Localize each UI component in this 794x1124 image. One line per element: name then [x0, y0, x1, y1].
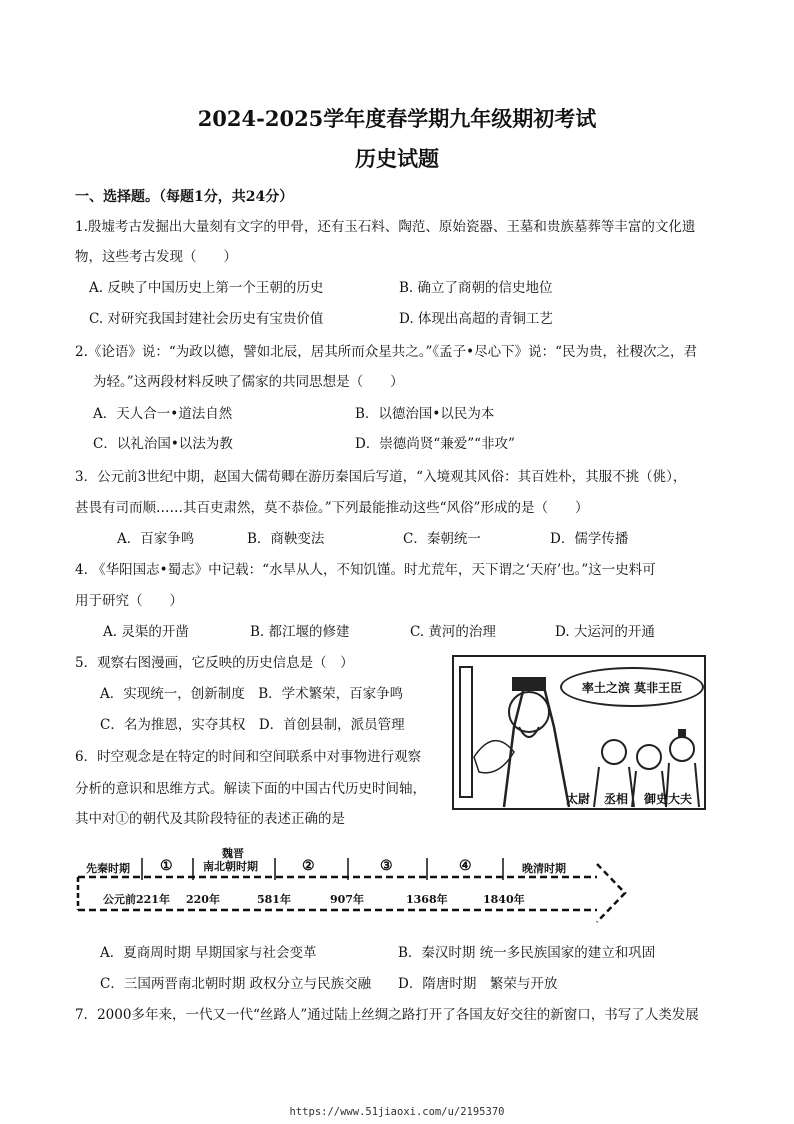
q5-stem: 5．观察右图漫画，它反映的历史信息是（ ）	[75, 655, 354, 671]
q3-option-c: C．秦朝统一	[403, 531, 481, 547]
q3-option-b: B．商鞅变法	[247, 531, 325, 547]
q2-option-a: A．天人合一•道法自然	[93, 406, 233, 422]
timeline-year-907: 907年	[330, 893, 364, 906]
cartoon-image	[452, 655, 706, 810]
section-heading: 一、选择题。（每题1分，共24分）	[75, 189, 294, 205]
q6-option-b: B．秦汉时期 统一多民族国家的建立和巩固	[398, 945, 656, 961]
q1-stem-line2: 物，这些考古发现（ ）	[75, 249, 237, 265]
q2-option-b: B．以德治国•以民为本	[355, 406, 495, 422]
q3-option-a: A．百家争鸣	[117, 531, 195, 547]
q1-option-a: A. 反映了中国历史上第一个王朝的历史	[89, 280, 324, 296]
q4-stem-line1: 4. 《华阳国志•蜀志》中记载：“水旱从人，不知饥馑。时尤荒年，天下谓之‘天府’也。”这一史料可	[75, 562, 656, 578]
q4-option-a: A. 灵渠的开凿	[103, 624, 189, 640]
q3-stem-line1: 3．公元前3世纪中期，赵国大儒荀卿在游历秦国后写道，“入境观其风俗：其百姓朴，其服不挑（佻），	[75, 469, 687, 485]
q6-option-a: A．夏商周时期 早期国家与社会变革	[100, 945, 317, 961]
timeline-year-221bc: 公元前221年	[103, 893, 170, 906]
throne-back	[460, 667, 472, 797]
timeline-year-220: 220年	[186, 893, 220, 906]
exam-subtitle: 历史试题	[355, 146, 439, 171]
timeline-label-wanqing: 晚清时期	[522, 862, 566, 875]
timeline-label-1: ①	[160, 858, 173, 874]
timeline-year-1840: 1840年	[483, 893, 525, 906]
q5-options-cd: C．名为推恩，实夺其权 D．首创县制，派员管理	[100, 717, 405, 733]
q6-stem-line2: 分析的意识和思维方式。解读下面的中国古代历史时间轴，	[75, 781, 426, 797]
official-head-3	[670, 737, 694, 761]
q4-option-d: D. 大运河的开通	[555, 624, 655, 640]
q2-option-d: D．崇德尚贤“兼爱”“非攻”	[355, 436, 515, 452]
timeline-graphic	[0, 840, 794, 930]
q7-stem-line1: 7．2000多年来，一代又一代“丝路人”通过陆上丝绸之路打开了各国友好交往的新窗口，书写了人类发展	[75, 1007, 699, 1023]
q2-stem-line2: 为轻。”这两段材料反映了儒家的共同思想是（ ）	[93, 374, 404, 390]
timeline-label-weijin: 魏晋	[222, 847, 244, 860]
q4-option-c: C. 黄河的治理	[410, 624, 496, 640]
q1-stem-line1: 1.殷墟考古发掘出大量刻有文字的甲骨，还有玉石料、陶范、原始瓷器、王墓和贵族墓葬等丰富的文化遗	[75, 219, 696, 235]
q2-stem-line1: 2.《论语》说：“为政以德，譬如北辰，居其所而众星共之。”《孟子•尽心下》说：“民为贵，社稷次之，君	[75, 344, 698, 360]
q2-option-c: C．以礼治国•以法为教	[93, 436, 233, 452]
q1-option-d: D. 体现出高超的青铜工艺	[399, 311, 553, 327]
q5-options-ab: A．实现统一，创新制度 B．学术繁荣，百家争鸣	[100, 686, 404, 702]
q1-option-c: C. 对研究我国封建社会历史有宝贵价值	[89, 311, 324, 327]
cartoon-label-chengxiang: 丞相	[604, 792, 629, 806]
q3-stem-line2: 甚畏有司而顺……其百吏肃然，莫不恭俭。”下列最能推动这些“风俗”形成的是（ ）	[75, 500, 589, 516]
emperor-head	[509, 692, 549, 732]
official-head-2	[637, 745, 661, 769]
timeline-arrowhead	[597, 864, 625, 922]
timeline-year-1368: 1368年	[406, 893, 448, 906]
official-head-1	[602, 740, 626, 764]
q1-option-b: B. 确立了商朝的信史地位	[399, 280, 553, 296]
q4-option-b: B. 都江堰的修建	[250, 624, 350, 640]
timeline-label-4: ④	[459, 858, 472, 874]
q6-option-c: C．三国两晋南北朝时期 政权分立与民族交融	[100, 976, 372, 992]
exam-title: 2024-2025学年度春学期九年级期初考试	[197, 106, 597, 131]
timeline-label-2: ②	[302, 858, 315, 874]
timeline-label-xianqin: 先秦时期	[86, 862, 130, 875]
cartoon-label-yushi: 御史大夫	[644, 792, 693, 806]
timeline-year-581: 581年	[257, 893, 291, 906]
q3-option-d: D．儒学传播	[550, 531, 629, 547]
footer-url[interactable]: https://www.51jiaoxi.com/u/2195370	[289, 1106, 505, 1118]
q6-stem-line3: 其中对①的朝代及其阶段特征的表述正确的是	[75, 811, 345, 827]
q6-stem-line1: 6．时空观念是在特定的时间和空间联系中对事物进行观察	[75, 749, 422, 765]
emperor-crown	[512, 677, 546, 691]
q4-stem-line2: 用于研究（ ）	[75, 593, 183, 609]
timeline-label-3: ③	[380, 858, 393, 874]
speech-bubble: 率土之滨 莫非王臣	[560, 667, 704, 707]
emperor-robe	[504, 687, 569, 807]
q6-option-d: D．隋唐时期 繁荣与开放	[398, 976, 558, 992]
timeline-label-nanbeichao: 南北朝时期	[203, 860, 258, 873]
official-hat-3	[678, 729, 686, 738]
cartoon-label-taiwei: 太尉	[566, 792, 591, 806]
